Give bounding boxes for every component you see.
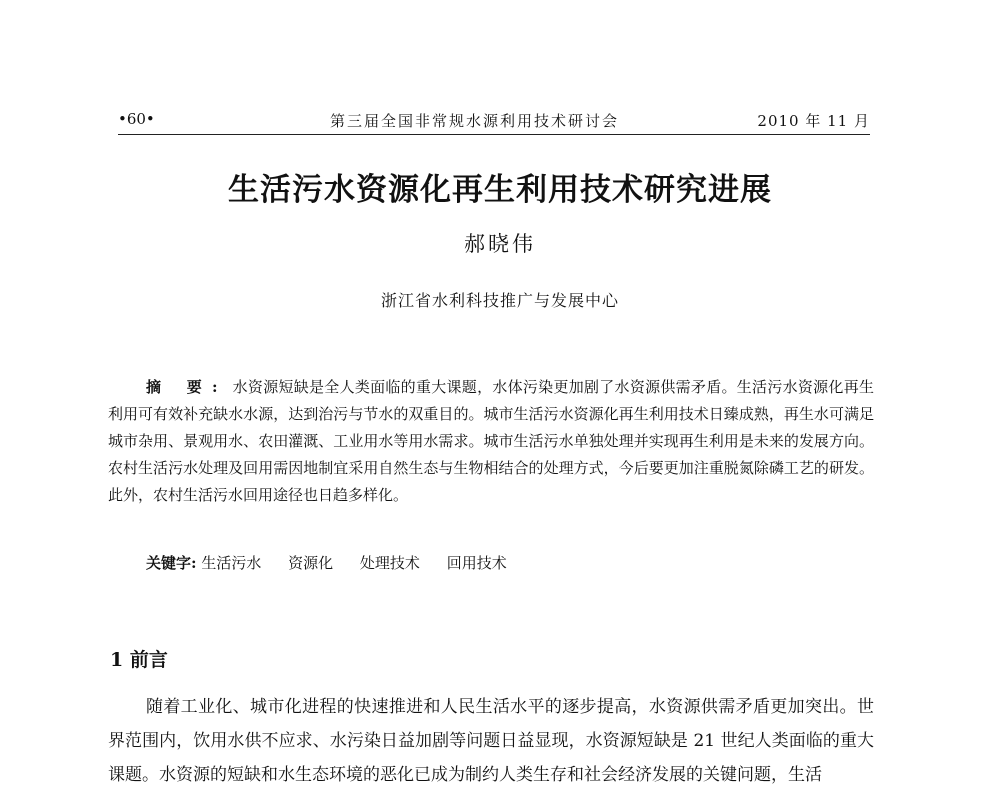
author-affiliation: 浙江省水利科技推广与发展中心 (380, 291, 619, 310)
author-name: 郝晓伟 (464, 232, 536, 256)
keyword-item: 处理技术 (359, 554, 420, 572)
section-paragraph: 随着工业化、城市化进程的快速推进和人民生活水平的逐步提高，水资源供需矛盾更加突出。世界范围内，饮用水供不应求、水污染日益加剧等问题日益显现，水资源短缺是 21 世纪人类面临的重大课题。水资源的短缺和水生态环境的恶化已成为制约人类生存和社会经济发展的关键问题，生活 (108, 697, 874, 785)
abstract-label: 摘 要: (146, 378, 228, 396)
paper-title: 生活污水资源化再生利用技术研究进展 (228, 172, 772, 208)
page-number: •60• (118, 110, 155, 128)
keyword-item: 生活污水 (201, 554, 262, 572)
section-heading: 1 前言 (110, 649, 168, 671)
keywords (146, 552, 529, 573)
conference-name: 第三届全国非常规水源利用技术研讨会 (330, 112, 620, 130)
header-date: 2010 年 11 月 (757, 112, 870, 130)
abstract-text: 水资源短缺是全人类面临的重大课题，水体污染更加剧了水资源供需矛盾。生活污水资源化再生利用可有效补充缺水水源，达到治污与节水的双重目的。城市生活污水资源化再生利用技术日臻成熟，再生水可满足城市杂用、景观用水、农田灌溉、工业用水等用水需求。城市生活污水单独处理并实现再生利用是未来的发展方向。农村生活污水处理及回用需因地制宜采用自然生态与生物相结合的处理方式，今后要更加注重脱氮除磷工艺的研发。此外，农村生活污水回用途径也日趋多样化。 (108, 378, 874, 504)
abstract (108, 374, 874, 509)
keyword-item: 回用技术 (446, 554, 507, 572)
keyword-item: 资源化 (288, 554, 334, 572)
keywords-label: 关键字: (146, 554, 197, 572)
running-header (118, 108, 870, 135)
